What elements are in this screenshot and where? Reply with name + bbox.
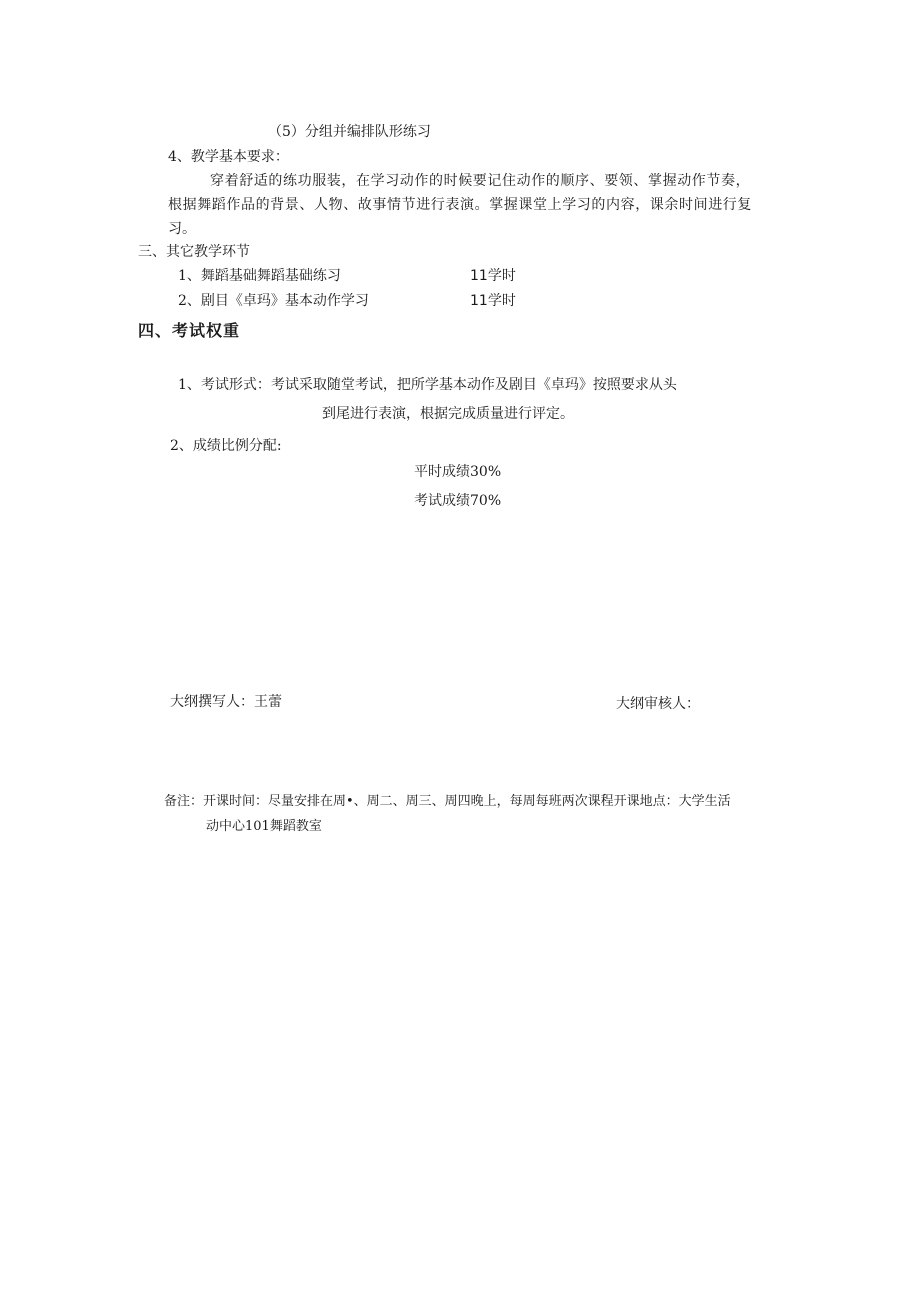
other-link-row-2-name: 2、剧目《卓玛》基本动作学习 — [178, 293, 369, 309]
teaching-requirements-heading: 4、教学基本要求： — [168, 149, 289, 165]
outline-reviewer: 大纲审核人： — [616, 696, 700, 712]
usual-score-ratio: 平时成绩30% — [414, 464, 502, 480]
exam-form-line-2: 到尾进行表演，根据完成质量进行评定。 — [322, 406, 574, 422]
item-5-formation-practice: （5）分组并编排队形练习 — [268, 124, 431, 140]
remark-line-1: 备注：开课时间：尽量安排在周•、周二、周三、周四晚上，每周每班两次课程开课地点：大学生活 — [164, 794, 731, 809]
exam-score-ratio: 考试成绩70% — [414, 493, 502, 509]
exam-form-line-1: 1、考试形式：考试采取随堂考试，把所学基本动作及剧目《卓玛》按照要求从头 — [178, 377, 677, 393]
outline-writer: 大纲撰写人：王蕾 — [170, 694, 282, 710]
remark-line-2: 动中心101舞蹈教室 — [206, 819, 322, 834]
section-4-heading: 四、考试权重 — [138, 321, 241, 340]
section-3-heading: 三、其它教学环节 — [138, 244, 250, 260]
other-link-row-2-hours: 11学时 — [470, 293, 516, 309]
score-ratio-heading: 2、成绩比例分配: — [170, 438, 282, 454]
other-link-row-1-hours: 11学时 — [470, 268, 516, 284]
other-link-row-1-name: 1、舞蹈基础舞蹈基础练习 — [178, 268, 341, 284]
requirements-line-1: 穿着舒适的练功服装，在学习动作的时候要记住动作的顺序、要领、掌握动作节奏， — [210, 173, 751, 189]
requirements-line-3: 习。 — [168, 221, 196, 237]
requirements-line-2: 根据舞蹈作品的背景、人物、故事情节进行表演。掌握课堂上学习的内容，课余时间进行复 — [168, 197, 752, 213]
